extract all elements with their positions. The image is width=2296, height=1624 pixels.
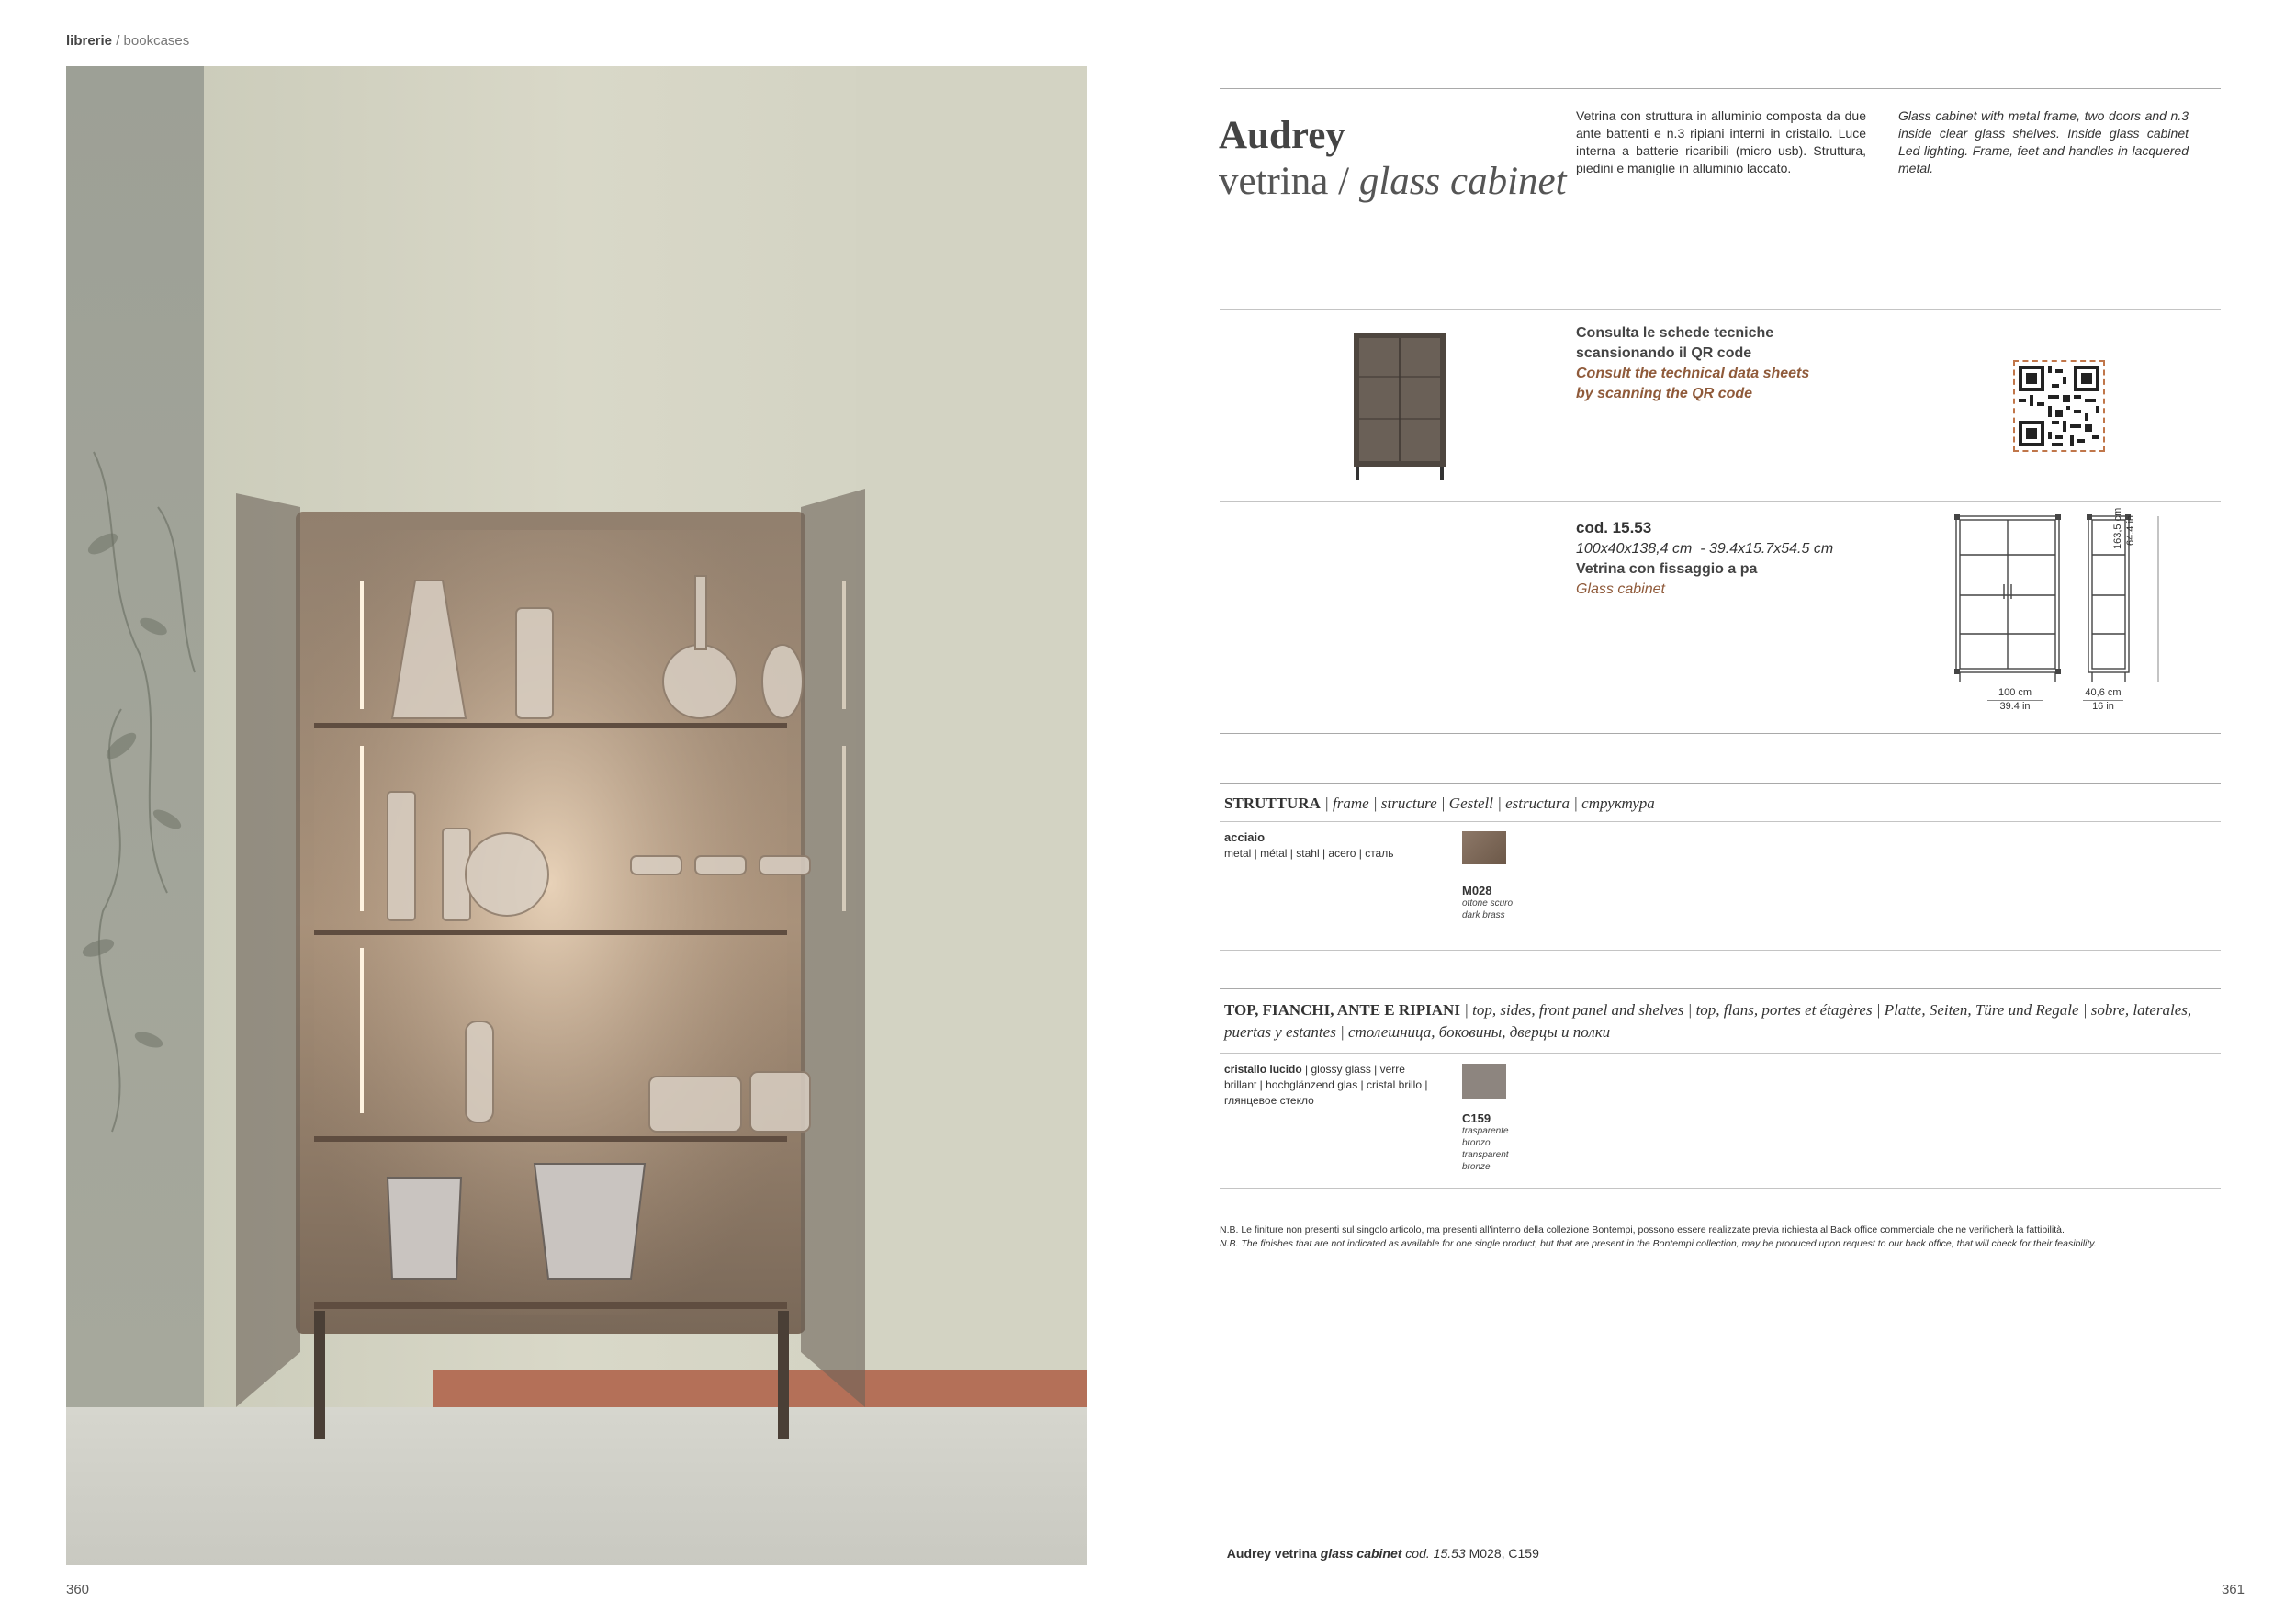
struttura-material: acciaio — [1224, 830, 1266, 844]
divider — [1220, 988, 2221, 989]
top-heading-rest: | top, sides, front panel and shelves | top, flans, portes et étagères | Platte, Seiten, Türe und Regale | sobre, laterales, puertas y estantes | столешница, боковины, дверцы и полки — [1224, 1001, 2192, 1041]
top-material: cristallo lucido — [1224, 1063, 1302, 1076]
struttura-heading — [1224, 794, 1655, 814]
divider — [1220, 821, 2221, 822]
struttura-heading-bold: STRUTTURA — [1224, 795, 1321, 812]
front-width-in: 39.4 in — [1987, 700, 2043, 712]
swatch-name-en: dark brass — [1462, 910, 1505, 920]
page-number-right: 361 — [2221, 1582, 2245, 1597]
product-dimensions: 100x40x138,4 cm - 39.4x15.7x54.5 cm — [1576, 541, 1834, 557]
swatch-name-en-1: transparent — [1462, 1150, 1509, 1160]
cabinet-thumbnail — [1352, 331, 1447, 481]
divider — [1220, 783, 2221, 784]
product-type-it: vetrina / — [1219, 160, 1350, 203]
swatch-c159[interactable] — [1462, 1064, 1506, 1099]
qr-code[interactable] — [2013, 360, 2105, 452]
side-width-cm: 40,6 cm — [2085, 687, 2122, 698]
breadcrumb-category: librerie — [66, 33, 113, 49]
qr-text-it-2: scansionando il QR code — [1576, 345, 1752, 361]
divider — [1220, 733, 2221, 734]
top-heading-bold: TOP, FIANCHI, ANTE E RIPIANI — [1224, 1001, 1460, 1019]
divider — [1220, 950, 2221, 951]
photo-caption — [1220, 1531, 1539, 1561]
divider — [1220, 309, 2221, 310]
note-en: N.B. The finishes that are not indicated as available for one single product, but that are present in the Bontempi collection, may be produced upon request to our back office, that will check for their feasibility. — [1220, 1238, 2097, 1249]
product-code: cod. 15.53 — [1576, 519, 1652, 536]
product-type-en: glass cabinet — [1358, 160, 1567, 203]
top-heading — [1224, 999, 2198, 1043]
swatch-name-it-1: trasparente — [1462, 1126, 1509, 1136]
divider — [1220, 501, 2221, 502]
breadcrumb — [66, 33, 189, 49]
struttura-material-translations: metal | métal | stahl | acero | сталь — [1224, 847, 1394, 860]
description-it: Vetrina con struttura in alluminio composta da due ante battenti e n.3 ripiani interni in cristallo. Luce interna a batterie ricaribili (micro usb). Struttura, piedini e maniglie in alluminio laccato. — [1576, 108, 1866, 175]
product-photo — [66, 66, 1087, 1565]
caption-type-en: glass cabinet — [1320, 1546, 1402, 1561]
note-it: N.B. Le finiture non presenti sul singolo articolo, ma presenti all'interno della collezione Bontempi, possono essere realizzate previa richiesta al Back office commerciale che ne verificherà la fattibilità. — [1220, 1224, 2065, 1235]
breadcrumb-subcategory: / bookcases — [116, 33, 190, 49]
page-number-left: 360 — [66, 1582, 90, 1597]
caption-code: cod. 15.53 — [1401, 1546, 1466, 1561]
technical-drawing — [1947, 511, 2177, 722]
front-width-cm: 100 cm — [1998, 687, 2032, 698]
product-name-it: Vetrina con fissaggio a pa — [1576, 561, 1758, 577]
height-in: 64.4 in — [2125, 514, 2136, 546]
description-en: Glass cabinet with metal frame, two doors and n.3 inside clear glass shelves. Inside glass cabinet Led lighting. Frame, feet and handles in lacquered metal. — [1898, 108, 2189, 175]
swatch-name-it: ottone scuro — [1462, 898, 1514, 908]
caption-name: Audrey vetrina — [1226, 1546, 1321, 1561]
divider — [1220, 1188, 2221, 1189]
swatch-name-it-2: bronzo — [1462, 1138, 1491, 1148]
top-material-block — [1224, 1062, 1435, 1109]
swatch-code: M028 — [1462, 884, 1492, 897]
qr-text-it-1: Consulta le schede tecniche — [1576, 325, 1774, 341]
side-width-in: 16 in — [2083, 700, 2123, 712]
struttura-heading-rest: | frame | structure | Gestell | estructura | структура — [1320, 795, 1655, 812]
qr-text-en-2: by scanning the QR code — [1576, 386, 1753, 401]
product-name-en: Glass cabinet — [1576, 581, 1665, 597]
qr-text-en-1: Consult the technical data sheets — [1576, 366, 1810, 381]
top-divider — [1220, 88, 2221, 89]
height-cm: 163,5 cm — [2112, 507, 2123, 549]
swatch-m028[interactable] — [1462, 831, 1506, 864]
swatch-name-en-2: bronze — [1462, 1162, 1491, 1172]
product-name: Audrey — [1219, 114, 1345, 157]
caption-finishes: M028, C159 — [1465, 1546, 1539, 1561]
product-type — [1219, 158, 1567, 206]
swatch-code: C159 — [1462, 1111, 1491, 1125]
top-material-translations: | glossy glass | verre brillant | hochglänzend glas | cristal brillo | глянцевое стекло — [1224, 1063, 1428, 1107]
divider — [1220, 1053, 2221, 1054]
